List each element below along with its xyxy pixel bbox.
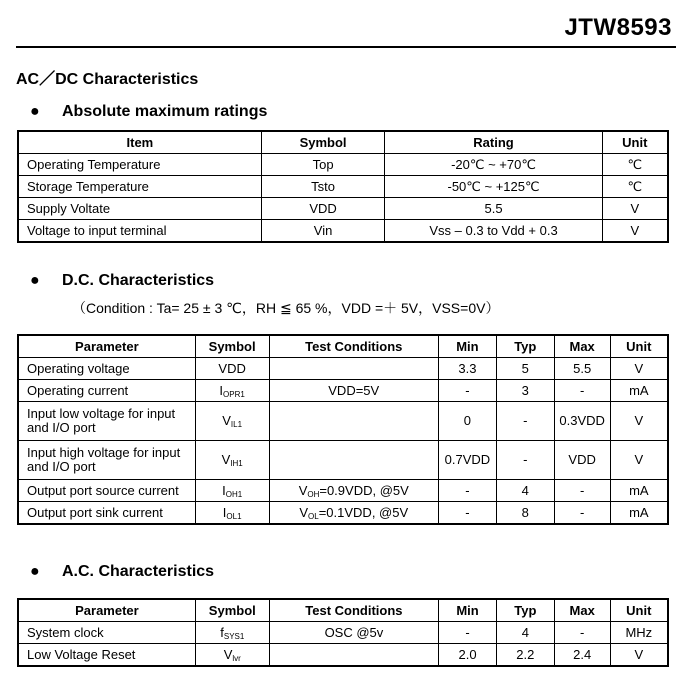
condition-main: V bbox=[299, 504, 309, 520]
header-unit: Unit bbox=[602, 131, 668, 154]
symbol-subscript: SYS1 bbox=[223, 631, 245, 641]
table-row bbox=[18, 480, 668, 502]
cell-symbol: VDD bbox=[261, 198, 385, 220]
cell-max: VDD bbox=[554, 441, 610, 480]
condition-main: OSC @5v bbox=[324, 624, 384, 640]
cell-test-conditions bbox=[269, 622, 438, 644]
header-max: Max bbox=[554, 335, 610, 358]
condition-subscript: OL bbox=[308, 511, 319, 521]
cell-typ: - bbox=[496, 402, 554, 441]
table-row bbox=[18, 502, 668, 525]
cell-symbol: Top bbox=[261, 154, 385, 176]
ac-heading bbox=[30, 563, 214, 581]
condition-rest: =0.1VDD, @5V bbox=[318, 504, 409, 520]
table-header-row bbox=[18, 335, 668, 358]
symbol-main: f bbox=[220, 624, 224, 640]
cell-symbol bbox=[195, 380, 269, 402]
symbol-subscript: OH1 bbox=[225, 489, 243, 499]
ac-characteristics-table bbox=[17, 598, 669, 667]
header-typ: Typ bbox=[496, 599, 554, 622]
condition-rest: =0.9VDD, @5V bbox=[319, 482, 409, 498]
dc-characteristics-table bbox=[17, 334, 669, 525]
cell-unit: V bbox=[610, 644, 668, 667]
cell-unit: V bbox=[602, 220, 668, 243]
header-symbol: Symbol bbox=[195, 335, 269, 358]
cell-min: 0 bbox=[438, 402, 496, 441]
cell-parameter: Low Voltage Reset bbox=[18, 644, 195, 667]
cell-typ: 4 bbox=[496, 622, 554, 644]
cell-unit: V bbox=[610, 402, 668, 441]
table-row bbox=[18, 176, 668, 198]
header-typ: Typ bbox=[496, 335, 554, 358]
cell-min: 3.3 bbox=[438, 358, 496, 380]
cell-max: - bbox=[554, 380, 610, 402]
condition-subscript: OH bbox=[307, 489, 320, 499]
cell-symbol: Vin bbox=[261, 220, 385, 243]
header-min: Min bbox=[438, 335, 496, 358]
cell-test-conditions bbox=[269, 502, 438, 525]
symbol-main: V bbox=[221, 452, 231, 467]
cell-symbol bbox=[195, 622, 269, 644]
table-header-row bbox=[18, 131, 668, 154]
absolute-ratings-table bbox=[17, 130, 669, 243]
absolute-heading bbox=[30, 103, 267, 121]
cell-unit: mA bbox=[610, 380, 668, 402]
cell-item: Operating Temperature bbox=[18, 154, 261, 176]
cell-min: - bbox=[439, 622, 497, 644]
cell-test-conditions bbox=[269, 480, 438, 502]
symbol-main: V bbox=[223, 646, 233, 662]
bullet-icon: ● bbox=[30, 103, 40, 120]
header-item: Item bbox=[18, 131, 261, 154]
symbol-main: I bbox=[222, 504, 227, 520]
cell-parameter: Operating voltage bbox=[18, 358, 195, 380]
condition-main: V bbox=[298, 482, 308, 498]
cell-unit: mA bbox=[610, 502, 668, 525]
header-parameter: Parameter bbox=[18, 335, 195, 358]
header-unit: Unit bbox=[610, 599, 668, 622]
cell-max: - bbox=[554, 480, 610, 502]
cell-unit: ℃ bbox=[602, 176, 668, 198]
cell-test-conditions bbox=[269, 441, 438, 480]
symbol-main: I bbox=[219, 382, 224, 398]
header-min: Min bbox=[439, 599, 497, 622]
cell-max: - bbox=[554, 622, 610, 644]
header-parameter: Parameter bbox=[18, 599, 195, 622]
cell-typ: 4 bbox=[496, 480, 554, 502]
cell-rating: -20℃ ~ +70℃ bbox=[385, 154, 602, 176]
dc-heading bbox=[30, 272, 214, 290]
cell-min: 2.0 bbox=[439, 644, 497, 667]
cell-rating: -50℃ ~ +125℃ bbox=[385, 176, 602, 198]
cell-symbol bbox=[195, 502, 269, 525]
cell-min: 0.7VDD bbox=[438, 441, 496, 480]
cell-unit: V bbox=[602, 198, 668, 220]
header-test-conditions: Test Conditions bbox=[269, 335, 438, 358]
header-max: Max bbox=[554, 599, 610, 622]
symbol-subscript: OPR1 bbox=[223, 389, 245, 399]
cell-max: 2.4 bbox=[554, 644, 610, 667]
cell-typ: 3 bbox=[496, 380, 554, 402]
section-title: AC／DC Characteristics bbox=[16, 71, 199, 88]
cell-symbol bbox=[195, 402, 269, 441]
symbol-subscript: IH1 bbox=[230, 459, 243, 468]
cell-unit: MHz bbox=[610, 622, 668, 644]
cell-symbol bbox=[195, 480, 269, 502]
cell-unit: ℃ bbox=[602, 154, 668, 176]
cell-min: - bbox=[438, 502, 496, 525]
cell-typ: - bbox=[496, 441, 554, 480]
header-unit: Unit bbox=[610, 335, 668, 358]
cell-typ: 8 bbox=[496, 502, 554, 525]
ac-heading-text: A.C. Characteristics bbox=[62, 563, 215, 580]
title-rule bbox=[16, 46, 676, 48]
cell-symbol bbox=[195, 441, 269, 480]
symbol-subscript: lvr bbox=[232, 653, 241, 663]
cell-test-conditions bbox=[269, 358, 438, 380]
header-test-conditions: Test Conditions bbox=[269, 599, 438, 622]
cell-rating: 5.5 bbox=[385, 198, 602, 220]
cell-max: - bbox=[554, 502, 610, 525]
cell-typ: 5 bbox=[496, 358, 554, 380]
cell-max: 0.3VDD bbox=[554, 402, 610, 441]
bullet-icon: ● bbox=[30, 272, 40, 289]
cell-item: Voltage to input terminal bbox=[18, 220, 261, 243]
table-row bbox=[18, 441, 668, 480]
table-row bbox=[18, 380, 668, 402]
cell-unit: V bbox=[610, 358, 668, 380]
header-symbol: Symbol bbox=[261, 131, 385, 154]
table-header-row bbox=[18, 599, 668, 622]
table-row bbox=[18, 402, 668, 441]
cell-min: - bbox=[438, 480, 496, 502]
symbol-subscript: OL1 bbox=[226, 511, 242, 521]
table-row bbox=[18, 198, 668, 220]
cell-parameter: Input high voltage for input and I/O port bbox=[18, 441, 195, 480]
cell-parameter: Operating current bbox=[18, 380, 195, 402]
cell-typ: 2.2 bbox=[496, 644, 554, 667]
symbol-subscript: IL1 bbox=[230, 420, 243, 429]
table-row bbox=[18, 358, 668, 380]
symbol-main: VDD bbox=[218, 360, 246, 376]
cell-parameter: Input low voltage for input and I/O port bbox=[18, 402, 195, 441]
symbol-main: I bbox=[222, 482, 226, 498]
document-title: JTW8593 bbox=[564, 14, 672, 41]
header-symbol: Symbol bbox=[195, 599, 269, 622]
header-rating: Rating bbox=[385, 131, 602, 154]
table-row bbox=[18, 622, 668, 644]
table-row bbox=[18, 644, 668, 667]
condition-main: VDD=5V bbox=[328, 382, 380, 398]
cell-symbol bbox=[195, 644, 269, 667]
bullet-icon: ● bbox=[30, 563, 40, 580]
table-row bbox=[18, 220, 668, 243]
cell-symbol: Tsto bbox=[261, 176, 385, 198]
dc-heading-text: D.C. Characteristics bbox=[62, 272, 215, 289]
cell-symbol bbox=[195, 358, 269, 380]
cell-test-conditions bbox=[269, 402, 438, 441]
cell-unit: mA bbox=[610, 480, 668, 502]
cell-item: Storage Temperature bbox=[18, 176, 261, 198]
symbol-main: V bbox=[222, 413, 231, 428]
cell-parameter: System clock bbox=[18, 622, 195, 644]
cell-item: Supply Voltate bbox=[18, 198, 261, 220]
table-row bbox=[18, 154, 668, 176]
cell-test-conditions bbox=[269, 644, 438, 667]
cell-parameter: Output port source current bbox=[18, 480, 195, 502]
cell-unit: V bbox=[610, 441, 668, 480]
cell-max: 5.5 bbox=[554, 358, 610, 380]
absolute-heading-text: Absolute maximum ratings bbox=[62, 103, 268, 120]
cell-rating: Vss – 0.3 to Vdd + 0.3 bbox=[385, 220, 602, 243]
dc-condition: （Condition : Ta= 25 ± 3 ℃，RH ≦ 65 %，VDD =＋ 5V，VSS=0V） bbox=[72, 300, 500, 316]
cell-test-conditions bbox=[269, 380, 438, 402]
cell-min: - bbox=[438, 380, 496, 402]
cell-parameter: Output port sink current bbox=[18, 502, 195, 525]
